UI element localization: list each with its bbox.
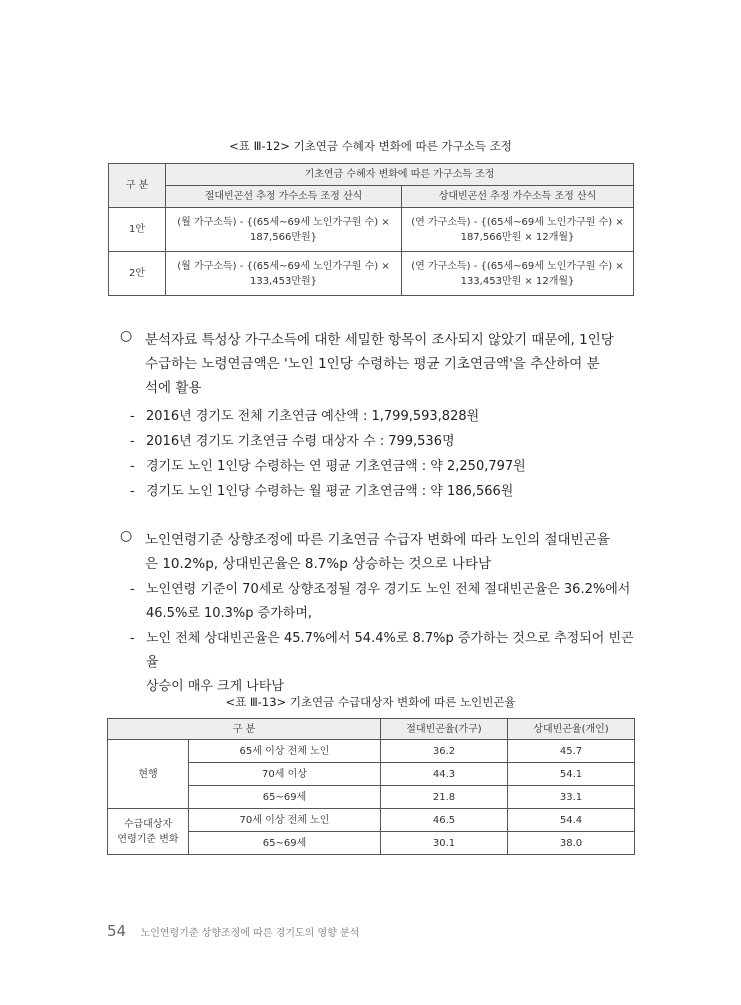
table2-rel: 38.0 <box>508 832 635 855</box>
table-row <box>109 208 634 252</box>
table1-cell: (월 가구소득) - {(65세~69세 노인가구원 수) × 133,453만원} <box>166 252 402 296</box>
table1-cell: (월 가구소득) - {(65세~69세 노인가구원 수) × 187,566만원} <box>166 208 402 252</box>
table2-rel: 54.1 <box>508 763 635 786</box>
table2-rel: 54.4 <box>508 809 635 832</box>
page-footer <box>107 922 359 940</box>
table2-header-group: 구 분 <box>108 719 381 740</box>
table1-row-label: 2안 <box>109 252 166 296</box>
table2-group-changed: 수급대상자 연령기준 변화 <box>108 809 189 855</box>
table2-row-label: 65~69세 <box>189 786 381 809</box>
table2-abs: 36.2 <box>381 740 508 763</box>
section1-paragraph: 분석자료 특성상 가구소득에 대한 세밀한 항목이 조사되지 않았기 때문에, 1인당 수급하는 노령연금액은 '노인 1인당 수령하는 평균 기초연금액'을 추산하여 분 석에 활용 <box>145 332 614 396</box>
table-row <box>108 740 635 763</box>
table2-caption: <표 Ⅲ-13> 기초연금 수급대상자 변화에 따른 노인빈곤율 <box>225 695 516 709</box>
table-row <box>109 252 634 296</box>
page-number: 54 <box>107 922 127 940</box>
table2-abs: 21.8 <box>381 786 508 809</box>
table2-rel: 33.1 <box>508 786 635 809</box>
table1-cell: (연 가구소득) - {(65세~69세 노인가구원 수) × 133,453만원 × 12개월} <box>402 252 634 296</box>
circle-bullet: ○ <box>120 328 133 344</box>
footer-title: 노인연령기준 상향조정에 따른 경기도의 영향 분석 <box>140 928 360 939</box>
table2-rel: 45.7 <box>508 740 635 763</box>
table1 <box>108 163 634 296</box>
table2-header-rel: 상대빈곤율(개인) <box>508 719 635 740</box>
table2-row-label: 65세 이상 전체 노인 <box>189 740 381 763</box>
table1-header-main: 기초연금 수혜자 변화에 따른 가구소득 조정 <box>166 164 634 186</box>
section2-paragraph: 노인연령기준 상향조정에 따른 기초연금 수급자 변화에 따라 노인의 절대빈곤율 은 10.2%p, 상대빈곤율은 8.7%p 상승하는 것으로 나타남 <box>145 532 610 572</box>
table2 <box>107 718 635 855</box>
table1-caption: <표 Ⅲ-12> 기초연금 수혜자 변화에 따른 가구소득 조정 <box>229 139 512 153</box>
table2-group-current: 현행 <box>108 740 189 809</box>
table1-row-label: 1안 <box>109 208 166 252</box>
table2-row-label: 65~69세 <box>189 832 381 855</box>
table-row <box>108 809 635 832</box>
table2-header-abs: 절대빈곤율(가구) <box>381 719 508 740</box>
table1-header-group: 구 분 <box>109 164 166 208</box>
table1-header-col1: 절대빈곤선 추정 가수소득 조정 산식 <box>166 186 402 208</box>
circle-bullet: ○ <box>120 528 133 544</box>
table2-row-label: 70세 이상 <box>189 763 381 786</box>
table1-header-col2: 상대빈곤선 추정 가수소득 조정 산식 <box>402 186 634 208</box>
table2-abs: 30.1 <box>381 832 508 855</box>
table2-abs: 46.5 <box>381 809 508 832</box>
table2-abs: 44.3 <box>381 763 508 786</box>
table1-cell: (연 가구소득) - {(65세~69세 노인가구원 수) × 187,566만원 × 12개월} <box>402 208 634 252</box>
table2-row-label: 70세 이상 전체 노인 <box>189 809 381 832</box>
